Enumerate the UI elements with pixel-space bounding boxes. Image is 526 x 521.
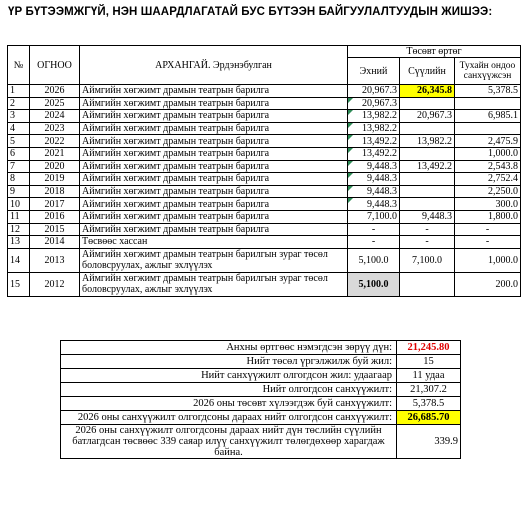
table-row [8, 160, 521, 173]
cell-no: 8 [8, 173, 30, 186]
cell-funded: - [455, 236, 521, 249]
cell-year: 2021 [30, 147, 80, 160]
cell-last: - [400, 236, 455, 249]
table-row [8, 198, 521, 211]
cell-year: 2018 [30, 185, 80, 198]
cell-last [400, 122, 455, 135]
cell-funded: 2,752.4 [455, 173, 521, 186]
cell-desc: Аймгийн хөгжимт драмын театрын барилгын зураг төсөл боловсруулах, ажлыг эхлүүлэх [80, 248, 348, 272]
cell-desc: Аймгийн хөгжимт драмын театрын барилга [80, 185, 348, 198]
cell-funded: 300.0 [455, 198, 521, 211]
cell-last: 13,982.2 [400, 135, 455, 148]
cell-first: 13,982.2 [348, 122, 400, 135]
cell-no: 4 [8, 122, 30, 135]
cell-first: 20,967.3 [348, 85, 400, 98]
table-row [8, 110, 521, 123]
table-row [8, 147, 521, 160]
cell-first: - [348, 223, 400, 236]
cell-first: 20,967.3 [348, 97, 400, 110]
table-row [8, 85, 521, 98]
table-row [8, 272, 521, 296]
table-row [8, 135, 521, 148]
cell-first: 5,100.0 [348, 248, 400, 272]
summary-row [61, 425, 461, 459]
cell-first: 13,492.2 [348, 147, 400, 160]
cell-first-highlighted: 5,100.0 [348, 272, 400, 296]
cell-year: 2022 [30, 135, 80, 148]
header-no: № [8, 46, 30, 85]
cell-last [400, 97, 455, 110]
summary-value: 21,245.80 [397, 341, 461, 355]
cell-first: - [348, 236, 400, 249]
cell-year: 2014 [30, 236, 80, 249]
summary-row [61, 355, 461, 369]
cell-desc: Аймгийн хөгжимт драмын театрын барилга [80, 147, 348, 160]
header-last: Сүүлийн [400, 58, 455, 85]
summary-value: 339.9 [397, 425, 461, 459]
table-row [8, 122, 521, 135]
cell-funded [455, 122, 521, 135]
header-budget-group: Төсөвт өртөг [348, 46, 521, 58]
cell-funded: 2,543.8 [455, 160, 521, 173]
cell-last: 20,967.3 [400, 110, 455, 123]
summary-row [61, 383, 461, 397]
cell-last [400, 147, 455, 160]
cell-funded: 1,800.0 [455, 210, 521, 223]
cell-no: 7 [8, 160, 30, 173]
cell-no: 12 [8, 223, 30, 236]
cell-funded: - [455, 223, 521, 236]
cell-year: 2023 [30, 122, 80, 135]
cell-funded: 2,250.0 [455, 185, 521, 198]
cell-funded: 1,000.0 [455, 248, 521, 272]
cell-year: 2015 [30, 223, 80, 236]
summary-label: 2026 оны санхүүжилт олгогдсоны дараах нийт олгогдсон санхүүжилт: [61, 411, 397, 425]
cell-year: 2025 [30, 97, 80, 110]
cell-last: 13,492.2 [400, 160, 455, 173]
table-row [8, 236, 521, 249]
cell-last: - [400, 223, 455, 236]
cell-funded [455, 97, 521, 110]
cell-desc: Аймгийн хөгжимт драмын театрын барилга [80, 198, 348, 211]
cell-last [400, 198, 455, 211]
cell-desc: Аймгийн хөгжимт драмын театрын барилга [80, 160, 348, 173]
cell-year: 2019 [30, 173, 80, 186]
cell-year: 2024 [30, 110, 80, 123]
summary-table [60, 340, 461, 459]
cell-desc: Аймгийн хөгжимт драмын театрын барилга [80, 223, 348, 236]
cell-no: 9 [8, 185, 30, 198]
summary-value: 11 удаа [397, 369, 461, 383]
cell-no: 11 [8, 210, 30, 223]
cell-no: 15 [8, 272, 30, 296]
header-desc: АРХАНГАЙ. Эрдэнэбулган [80, 46, 348, 85]
page-title: ҮР БҮТЭЭМЖГҮЙ, НЭН ШААРДЛАГАТАЙ БУС БҮТЭЭН БАЙГУУЛАЛТУУДЫН ЖИШЭЭ: [8, 6, 493, 18]
header-year: ОГНОО [30, 46, 80, 85]
cell-no: 14 [8, 248, 30, 272]
summary-row [61, 369, 461, 383]
cell-year: 2026 [30, 85, 80, 98]
cell-desc: Төсвөөс хассан [80, 236, 348, 249]
cell-desc: Аймгийн хөгжимт драмын театрын барилга [80, 97, 348, 110]
cell-no: 5 [8, 135, 30, 148]
cell-desc: Аймгийн хөгжимт драмын театрын барилга [80, 135, 348, 148]
cell-funded: 2,475.9 [455, 135, 521, 148]
summary-value: 5,378.5 [397, 397, 461, 411]
table-row [8, 223, 521, 236]
table-row [8, 185, 521, 198]
header-first: Эхний [348, 58, 400, 85]
cell-first: 9,448.3 [348, 160, 400, 173]
cell-last [400, 173, 455, 186]
cell-first: 13,982.2 [348, 110, 400, 123]
cell-last [400, 185, 455, 198]
cell-no: 13 [8, 236, 30, 249]
cell-first: 9,448.3 [348, 173, 400, 186]
cell-first: 9,448.3 [348, 185, 400, 198]
cell-no: 2 [8, 97, 30, 110]
summary-value: 26,685.70 [397, 411, 461, 425]
summary-row [61, 397, 461, 411]
cell-year: 2016 [30, 210, 80, 223]
budget-table [7, 45, 521, 297]
cell-no: 6 [8, 147, 30, 160]
table-row [8, 97, 521, 110]
table-row [8, 173, 521, 186]
cell-no: 10 [8, 198, 30, 211]
cell-first: 13,492.2 [348, 135, 400, 148]
table-row [8, 210, 521, 223]
header-funded: Тухайн ондоо санхүүжсэн [455, 58, 521, 85]
summary-value: 15 [397, 355, 461, 369]
summary-label: Нийт төсөл үргэлжилж буй жил: [61, 355, 397, 369]
summary-label: Анхны өртгөөс нэмэгдсэн зөрүү дүн: [61, 341, 397, 355]
cell-first: 9,448.3 [348, 198, 400, 211]
cell-last [400, 272, 455, 296]
cell-last: 9,448.3 [400, 210, 455, 223]
summary-row [61, 411, 461, 425]
cell-desc: Аймгийн хөгжимт драмын театрын барилга [80, 110, 348, 123]
cell-funded: 1,000.0 [455, 147, 521, 160]
cell-desc: Аймгийн хөгжимт драмын театрын барилга [80, 210, 348, 223]
table-row [8, 248, 521, 272]
summary-row [61, 341, 461, 355]
cell-desc: Аймгийн хөгжимт драмын театрын барилга [80, 122, 348, 135]
cell-year: 2020 [30, 160, 80, 173]
cell-desc: Аймгийн хөгжимт драмын театрын барилгын зураг төсөл боловсруулах, ажлыг эхлүүлэх [80, 272, 348, 296]
cell-year: 2013 [30, 248, 80, 272]
summary-note: 2026 оны санхүүжилт олгогдсоны дараах нийт дүн төслийн сүүлийн батлагдсан төсвөөс 339 саяар илүү санхүүжилт төлөгдөхөөр харагдаж байна. [61, 425, 397, 459]
cell-funded: 200.0 [455, 272, 521, 296]
cell-year: 2017 [30, 198, 80, 211]
cell-no: 1 [8, 85, 30, 98]
cell-desc: Аймгийн хөгжимт драмын театрын барилга [80, 173, 348, 186]
summary-label: Нийт санхүүжилт олгогдсон жил: удаагаар [61, 369, 397, 383]
cell-last-highlighted: 26,345.8 [400, 85, 455, 98]
cell-no: 3 [8, 110, 30, 123]
cell-desc: Аймгийн хөгжимт драмын театрын барилга [80, 85, 348, 98]
cell-last: 7,100.0 [400, 248, 455, 272]
summary-label: 2026 оны төсөвт хүлээгдэж буй санхүүжилт: [61, 397, 397, 411]
cell-year: 2012 [30, 272, 80, 296]
summary-value: 21,307.2 [397, 383, 461, 397]
cell-first: 7,100.0 [348, 210, 400, 223]
summary-label: Нийт олгогдсон санхүүжилт: [61, 383, 397, 397]
cell-funded: 5,378.5 [455, 85, 521, 98]
cell-funded: 6,985.1 [455, 110, 521, 123]
